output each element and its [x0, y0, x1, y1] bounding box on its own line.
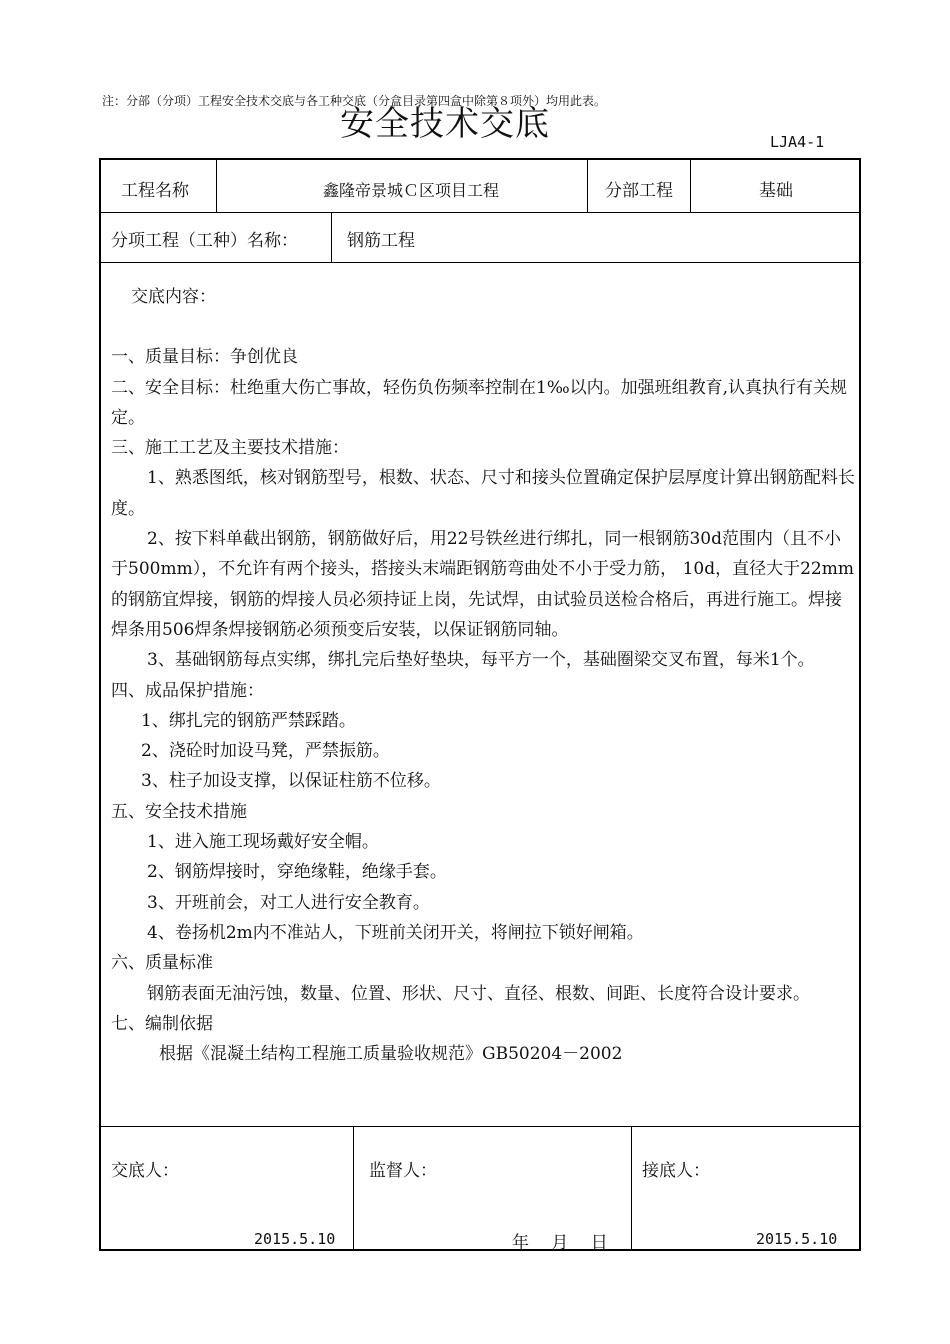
subitem-label: 分项工程（工种）名称： — [111, 231, 298, 251]
disclosure-form — [99, 158, 861, 1251]
content-heading: 交底内容： — [131, 287, 216, 307]
supervisor-label: 监督人： — [369, 1161, 437, 1181]
section-compilation-basis: 七、编制依据 — [111, 1013, 213, 1034]
column-divider — [587, 160, 588, 212]
safety-item-1: 1、进入施工现场戴好安全帽。 — [147, 832, 379, 853]
column-divider — [216, 160, 217, 212]
disclosure-content — [111, 282, 857, 1069]
division-label: 分部工程 — [605, 181, 673, 201]
row-divider — [101, 212, 859, 213]
protection-item-1: 1、绑扎完的钢筋严禁踩踏。 — [141, 710, 356, 731]
compilation-basis-text: 根据《混凝土结构工程施工质量验收规范》GB50204－2002 — [159, 1044, 623, 1065]
subitem-value: 钢筋工程 — [347, 231, 415, 251]
measure-item-3: 3、基础钢筋每点实绑，绑扎完后垫好垫块，每平方一个，基础圈梁交叉布置，每米1个。 — [147, 650, 815, 671]
column-divider — [331, 212, 332, 262]
protection-item-2: 2、浇砼时加设马凳，严禁振筋。 — [141, 741, 390, 762]
measure-item-1: 1、熟悉图纸，核对钢筋型号，根数、状态、尺寸和接头位置确定保护层厚度计算出钢筋配料长度。 — [111, 468, 855, 519]
protection-item-3: 3、柱子加设支撑，以保证柱筋不位移。 — [141, 771, 441, 792]
measure-item-2: 2、按下料单截出钢筋，钢筋做好后，用22号铁丝进行绑扎，同一根钢筋30d范围内（且不小于500mm），不允许有两个接头，搭接头末端距钢筋弯曲处不小于受力筋， 10d，直径大于22mm的钢筋宜焊接，钢筋的焊接人员必须持证上岗，先试焊，由试验员送检合格后，再进行施工。焊接焊条用506焊条焊接钢筋必须预变后安装，以保证钢筋同轴。 — [111, 529, 854, 640]
safety-item-3: 3、开班前会，对工人进行安全教育。 — [147, 892, 430, 913]
section-safety-target: 二、安全目标：杜绝重大伤亡事故，轻伤负伤频率控制在1‰以内。加强班组教育,认真执行有关规定。 — [111, 377, 848, 428]
section-safety-measures: 五、安全技术措施 — [111, 801, 247, 822]
form-note: 注：分部（分项）工程安全技术交底与各工种交底（分盒目录第四盒中除第８项外）均用此表。 — [102, 94, 607, 108]
section-product-protection: 四、成品保护措施： — [111, 680, 264, 701]
discloser-label: 交底人： — [111, 1161, 179, 1181]
section-quality-standard: 六、质量标准 — [111, 953, 213, 974]
project-name-value: 鑫隆帝景城Ｃ区项目工程 — [323, 181, 500, 200]
division-value: 基础 — [759, 181, 793, 201]
project-name-label: 工程名称 — [121, 181, 189, 201]
supervisor-date: 年 月 日 — [512, 1233, 608, 1253]
column-divider — [353, 1126, 354, 1251]
row-divider — [101, 262, 859, 263]
section-process-measures: 三、施工工艺及主要技术措施： — [111, 438, 349, 459]
column-divider — [631, 1126, 632, 1251]
section-quality-target: 一、质量目标：争创优良 — [111, 347, 298, 368]
form-code: LJA4-1 — [770, 133, 825, 151]
row-divider — [101, 1126, 859, 1127]
discloser-date: 2015.5.10 — [254, 1230, 336, 1248]
receiver-label: 接底人： — [642, 1161, 710, 1181]
page-title: 安全技术交底 — [340, 104, 550, 144]
safety-item-2: 2、钢筋焊接时，穿绝缘鞋，绝缘手套。 — [147, 862, 447, 883]
receiver-date: 2015.5.10 — [756, 1230, 838, 1248]
quality-standard-text: 钢筋表面无油污蚀，数量、位置、形状、尺寸、直径、根数、间距、长度符合设计要求。 — [147, 983, 810, 1004]
safety-item-4: 4、卷扬机2m内不准站人，下班前关闭开关，将闸拉下锁好闸箱。 — [147, 922, 644, 943]
